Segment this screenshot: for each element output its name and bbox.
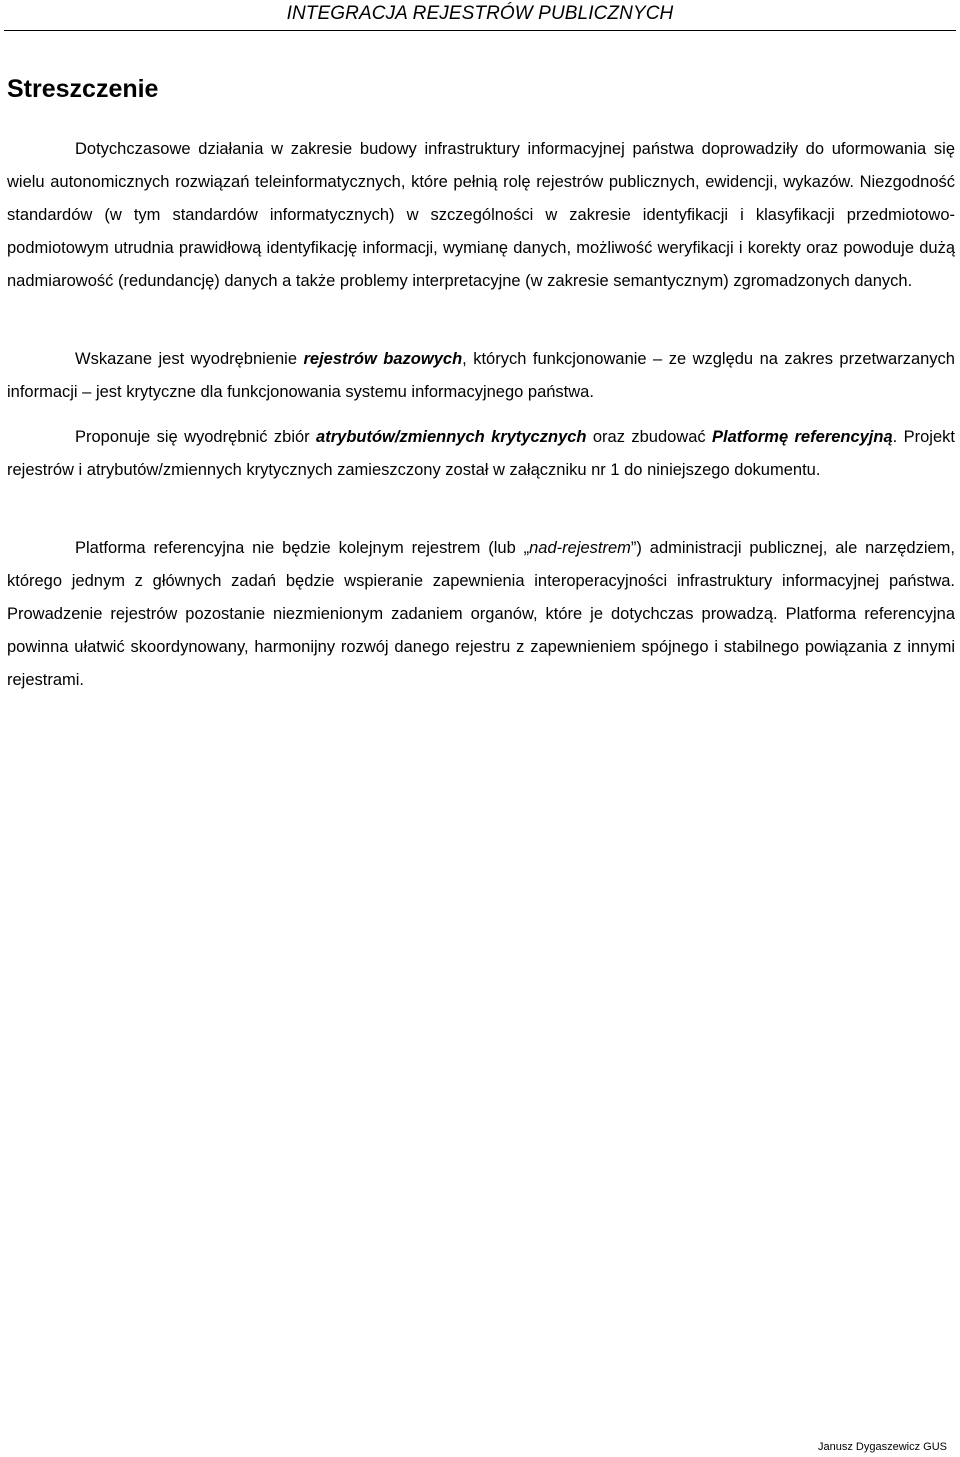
- paragraph-4-text-after: ”) administracji publicznej, ale narzędziem, którego jednym z głównych zadań będzie wspieranie zapewnienia interoperacyjności infrastruktury informacyjnej państwa. Prowadzenie rejestrów pozostanie niezmienionym zadaniem organów, które je dotychczas prowadzą. Platforma referencyjna powinna ułatwić skoordynowany, harmonijny rozwój danego rejestru z zapewnieniem spójnego i stabilnego powiązania z innymi rejestrami.: [7, 539, 955, 689]
- header-divider: [4, 30, 956, 31]
- paragraph-4: [7, 532, 955, 697]
- paragraph-3-text-middle: oraz zbudować: [586, 428, 713, 446]
- paragraph-4-emphasis: nad-rejestrem: [529, 539, 631, 557]
- section-heading: Streszczenie: [7, 75, 159, 103]
- running-header: INTEGRACJA REJESTRÓW PUBLICZNYCH: [286, 3, 674, 24]
- paragraph-3-emphasis-1: atrybutów/zmiennych krytycznych: [316, 428, 587, 446]
- paragraph-4-text-before: Platforma referencyjna nie będzie kolejnym rejestrem (lub „: [75, 539, 530, 557]
- paragraph-1-text: Dotychczasowe działania w zakresie budowy infrastruktury informacyjnej państwa doprowadziły do uformowania się wielu autonomicznych rozwiązań teleinformatycznych, które pełnią rolę rejestrów publicznych, ewidencji, wykazów. Niezgodność standardów (w tym standardów informatycznych) w szczególności w zakresie identyfikacji i klasyfikacji przedmiotowo-podmiotowym utrudnia prawidłową identyfikację informacji, wymianę danych, możliwość weryfikacji i korekty oraz powoduje dużą nadmiarowość (redundancję) danych a także problemy interpretacyjne (w zakresie semantycznym) zgromadzonych danych.: [7, 140, 955, 290]
- paragraph-1: [7, 133, 955, 298]
- paragraph-3: [7, 421, 955, 487]
- paragraph-3-text-after: . Projekt rejestrów i atrybutów/zmiennych krytycznych zamieszczony został w załączniku nr 1 do niniejszego dokumentu.: [7, 428, 955, 479]
- paragraph-3-emphasis-2: Platformę referencyjną: [712, 428, 893, 446]
- paragraph-2-emphasis: rejestrów bazowych: [303, 350, 463, 368]
- paragraph-2: [7, 343, 955, 409]
- paragraph-2-text-after: , których funkcjonowanie – ze względu na zakres przetwarzanych informacji – jest krytyczne dla funkcjonowania systemu informacyjnego państwa.: [7, 350, 955, 401]
- paragraph-2-text-before: Wskazane jest wyodrębnienie: [75, 350, 304, 368]
- footer-author: Janusz Dygaszewicz GUS: [818, 1441, 947, 1453]
- paragraph-3-text-before: Proponuje się wyodrębnić zbiór: [75, 428, 317, 446]
